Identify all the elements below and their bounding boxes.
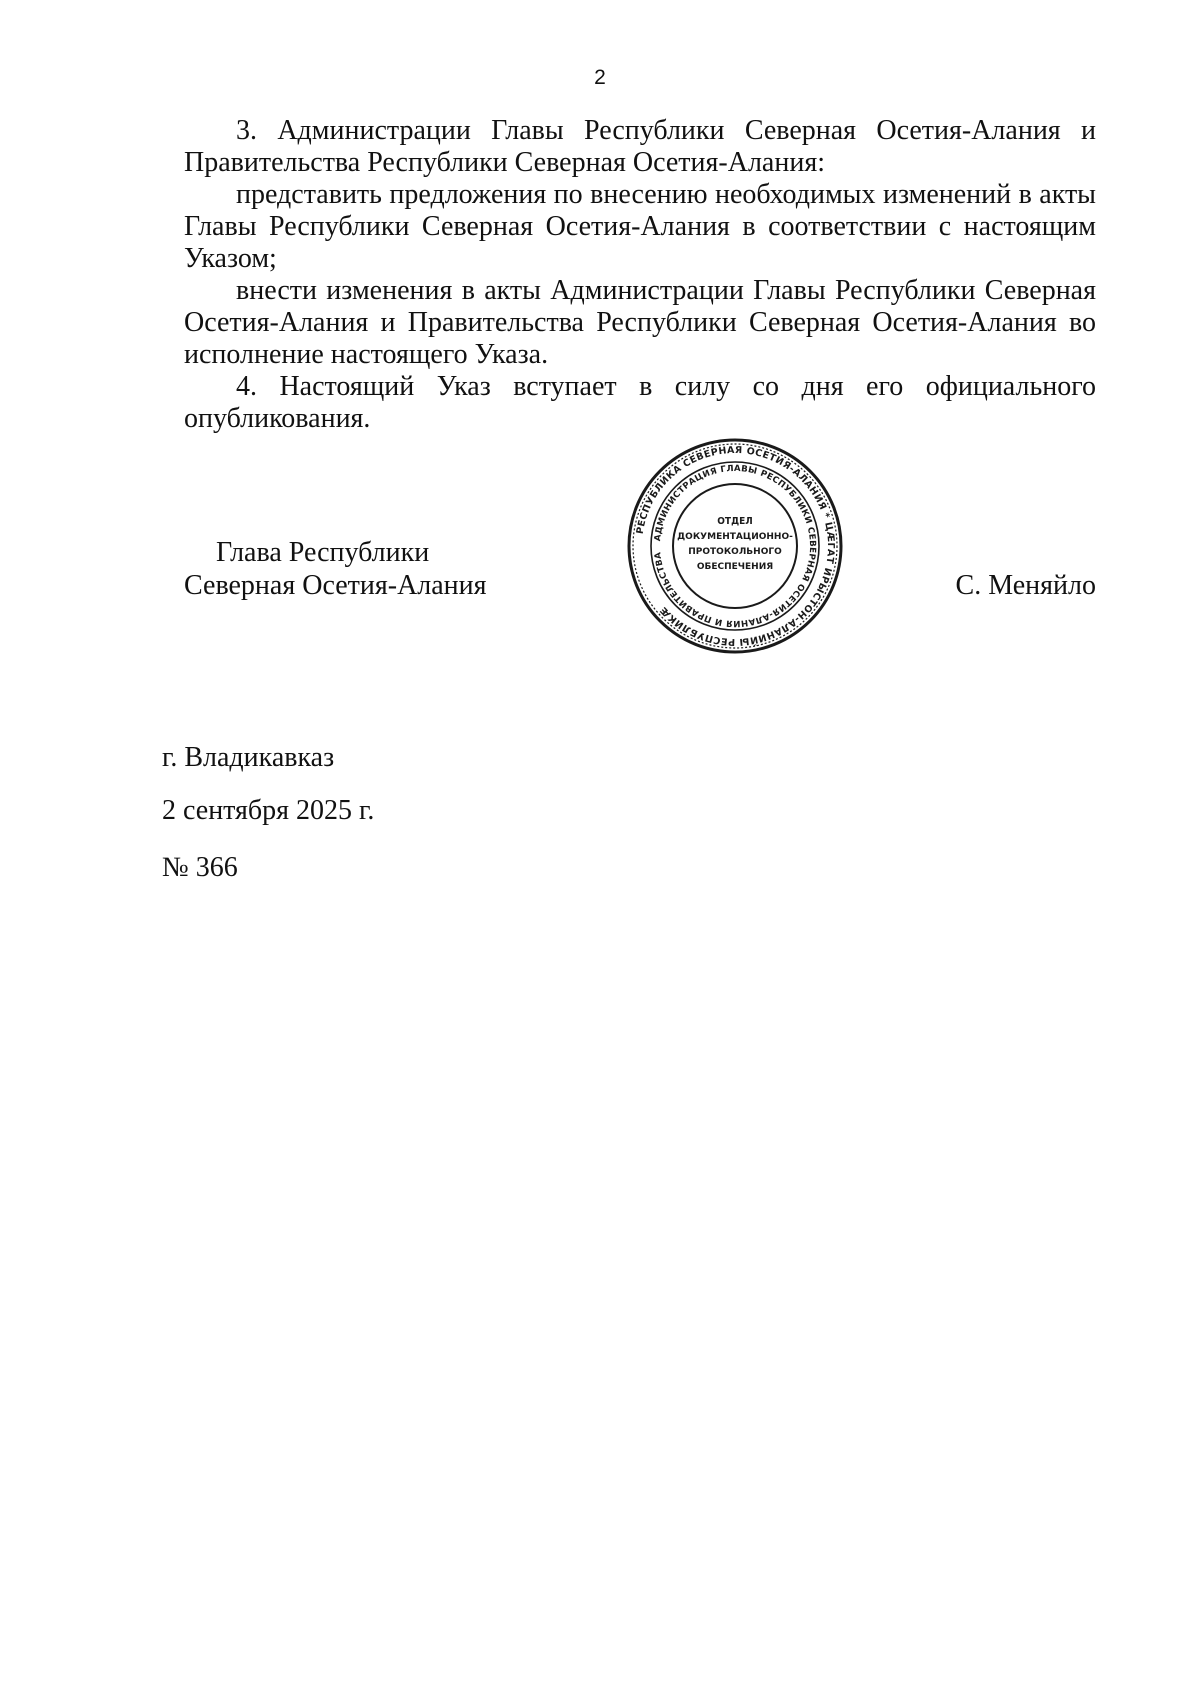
official-seal-stamp xyxy=(625,436,845,656)
seal-center-line-4: ОБЕСПЕЧЕНИЯ xyxy=(696,562,774,572)
page-number: 2 xyxy=(594,66,606,89)
signatory-title-line-1: Глава Республики xyxy=(216,537,430,568)
seal-outer-ring-text: РЕСПУБЛИКА СЕВЕРНАЯ ОСЕТИЯ-АЛАНИЯ * ЦÆГАТ ИРЫСТОН-АЛАНИЙЫ РЕСПУБЛИКÆ xyxy=(634,444,837,648)
paragraph-amendments: внести изменения в акты Администрации Главы Республики Северная Осетия-Алания и Правительства Республики Северная Осетия-Алания во исполнение настоящего Указа. xyxy=(184,275,1096,370)
issue-city: г. Владикавказ xyxy=(162,742,335,773)
decree-number: № 366 xyxy=(162,852,238,883)
seal-center-line-3: ПРОТОКОЛЬНОГО xyxy=(688,547,782,557)
decree-body xyxy=(184,115,1096,435)
issue-date: 2 сентября 2025 г. xyxy=(162,795,375,826)
seal-center-line-1: ОТДЕЛ xyxy=(717,516,753,527)
paragraph-item-4: 4. Настоящий Указ вступает в силу со дня его официального опубликования. xyxy=(184,371,1096,434)
paragraph-proposals: представить предложения по внесению необходимых изменений в акты Главы Республики Северная Осетия-Алания в соответствии с настоящим Указом; xyxy=(184,179,1096,274)
seal-middle-ring-text: АДМИНИСТРАЦИЯ ГЛАВЫ РЕСПУБЛИКИ СЕВЕРНАЯ ОСЕТИЯ-АЛАНИЯ И ПРАВИТЕЛЬСТВА xyxy=(653,463,818,629)
paragraph-item-3: 3. Администрации Главы Республики Северная Осетия-Алания и Правительства Республики Северная Осетия-Алания: xyxy=(184,115,1096,178)
signatory-title-line-2: Северная Осетия-Алания xyxy=(184,570,487,601)
signatory-name: С. Меняйло xyxy=(955,570,1096,601)
seal-center-line-2: ДОКУМЕНТАЦИОННО- xyxy=(677,532,793,542)
